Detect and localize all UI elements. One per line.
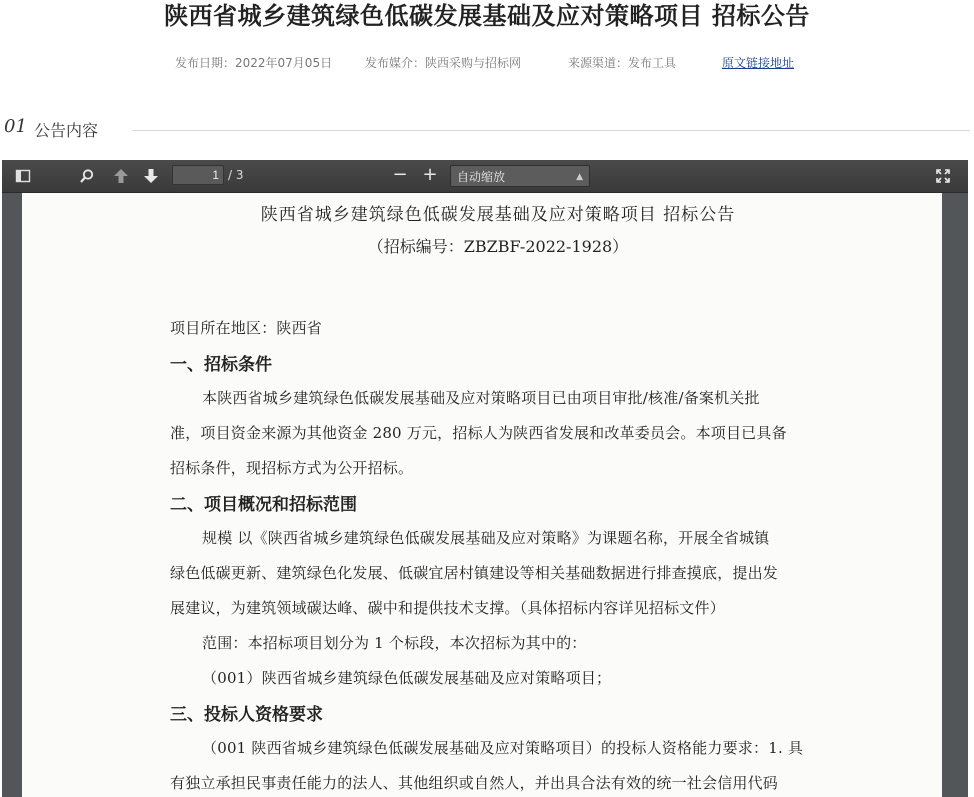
doc-bid-number: （招标编号：ZBZBF-2022-1928）	[367, 237, 629, 256]
section-label: 公告内容	[34, 121, 99, 140]
doc-heading-2: 二、项目概况和招标范围	[170, 495, 357, 515]
doc-paragraph-line: 本陕西省城乡建筑绿色低碳发展基础及应对策略项目已由项目审批/核准/备案机关批	[202, 389, 760, 407]
original-link[interactable]: 原文链接地址	[722, 56, 795, 70]
publish-media: 发布媒介：陕西采购与招标网	[365, 56, 522, 70]
page-total: / 3	[228, 168, 244, 182]
page-title: 陕西省城乡建筑绿色低碳发展基础及应对策略项目 招标公告	[164, 2, 810, 30]
zoom-select[interactable]	[450, 165, 590, 187]
doc-paragraph-line: 招标条件，现招标方式为公开招标。	[170, 459, 414, 477]
pdf-viewer	[2, 160, 968, 797]
zoom-mode-value: 自动缩放	[457, 170, 506, 184]
section-number: 01	[4, 116, 27, 137]
section-heading	[4, 116, 970, 142]
doc-heading-3: 三、投标人资格要求	[170, 705, 323, 725]
search-icon[interactable]	[76, 166, 98, 186]
pdf-page	[22, 193, 942, 797]
fullscreen-icon[interactable]	[932, 166, 954, 186]
doc-title: 陕西省城乡建筑绿色低碳发展基础及应对策略项目 招标公告	[260, 205, 736, 225]
doc-paragraph-line: 展建议，为建筑领域碳达峰、碳中和提供技术支撑。（具体招标内容详见招标文件）	[170, 599, 725, 617]
section-divider	[132, 130, 970, 131]
doc-paragraph-line: （001）陕西省城乡建筑绿色低碳发展基础及应对策略项目；	[202, 669, 612, 687]
arrow-up-icon[interactable]	[110, 166, 132, 186]
viewer-scroll-gutter	[942, 193, 968, 797]
arrow-down-icon[interactable]	[140, 166, 162, 186]
doc-paragraph-line: 有独立承担民事责任能力的法人、其他组织或自然人，并出具合法有效的统一社会信用代码	[170, 774, 779, 792]
doc-paragraph-line: 范围：本招标项目划分为 1 个标段，本次招标为其中的：	[202, 634, 587, 652]
doc-paragraph-line: 绿色低碳更新、建筑绿色化发展、低碳宜居村镇建设等相关基础数据进行排查摸底，提出发	[170, 564, 779, 582]
doc-paragraph-line: 规模 以《陕西省城乡建筑绿色低碳发展基础及应对策略》为课题名称，开展全省城镇	[202, 529, 770, 547]
select-arrows-icon: ▲	[576, 172, 583, 182]
zoom-in-button[interactable]: +	[422, 164, 438, 185]
publish-date: 发布日期：2022年07月05日	[175, 56, 333, 70]
source-channel: 来源渠道：发布工具	[568, 56, 677, 70]
doc-paragraph-line: （001 陕西省城乡建筑绿色低碳发展基础及应对策略项目）的投标人资格能力要求：1. 具	[202, 739, 804, 757]
doc-paragraph-line: 准，项目资金来源为其他资金 280 万元，招标人为陕西省发展和改革委员会。本项目已具备	[170, 424, 787, 442]
sidebar-toggle-icon[interactable]	[12, 166, 34, 186]
pdf-toolbar	[2, 160, 968, 193]
page-number-input[interactable]	[172, 165, 224, 185]
doc-location: 项目所在地区：陕西省	[170, 319, 323, 337]
doc-heading-1: 一、招标条件	[170, 355, 272, 375]
zoom-out-button[interactable]: −	[392, 164, 408, 185]
